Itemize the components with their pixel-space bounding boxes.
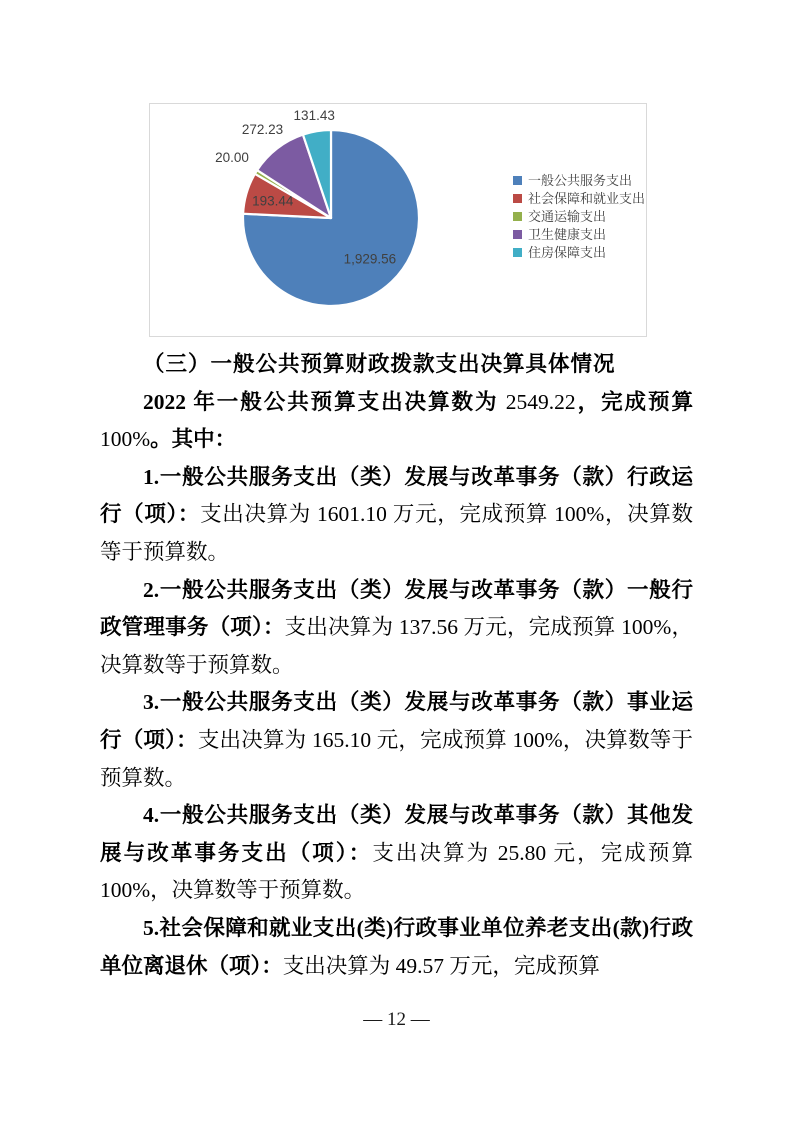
section-heading: （三）一般公共预算财政拨款支出决算具体情况	[143, 352, 616, 376]
paragraph-item-3	[100, 684, 693, 797]
paragraph-lead: 1.一般公共服务支出（类）发展与改革事务（款）行政运行（项）：	[100, 464, 693, 527]
legend-swatch-icon	[513, 212, 522, 221]
legend-label: 卫生健康支出	[528, 227, 607, 242]
paragraph-lead: 4.一般公共服务支出（类）发展与改革事务（款）其他发展与改革事务支出（项）：	[100, 803, 693, 865]
legend-item	[513, 246, 645, 259]
paragraph-text: 支出决算为 165.10 元，完成预算 100%，决算数等于预算数。	[100, 727, 693, 790]
page-number: — 12 —	[363, 1009, 430, 1030]
paragraph-item-4	[100, 797, 693, 910]
paragraph-item-2	[100, 572, 693, 685]
legend-label: 社会保障和就业支出	[528, 191, 646, 206]
intro-value: 2549.22	[505, 389, 576, 414]
legend-label: 交通运输支出	[528, 209, 607, 224]
pie-slice-label: 272.23	[241, 122, 284, 138]
pie-slice-label: 20.00	[215, 149, 249, 165]
document-body	[100, 346, 693, 985]
legend-item	[513, 174, 645, 187]
paragraph-lead: 3.一般公共服务支出（类）发展与改革事务（款）事业运行（项）：	[100, 690, 693, 752]
legend-swatch-icon	[513, 176, 522, 185]
paragraph-item-1	[100, 459, 693, 572]
intro-paragraph	[100, 384, 693, 459]
intro-text: 2022 年一般公共预算支出决算数为	[143, 389, 506, 414]
legend-item	[513, 192, 645, 205]
paragraph-text: 支出决算为 1601.10 万元，完成预算 100%，决算数等于预算数。	[100, 502, 693, 564]
legend-swatch-icon	[513, 194, 522, 203]
paragraph-text: 支出决算为 137.56 万元，完成预算 100%，决算数等于预算数。	[100, 615, 693, 677]
pie-chart-container	[149, 103, 647, 337]
pie-slice-label: 193.44	[252, 193, 294, 209]
paragraph-lead: 5.社会保障和就业支出(类)行政事业单位养老支出(款)行政单位离退休（项）：	[100, 915, 693, 978]
chart-legend	[513, 174, 645, 259]
intro-text: 。其中：	[150, 427, 237, 452]
paragraph-text: 支出决算为 49.57 万元，完成预算	[282, 953, 600, 978]
legend-swatch-icon	[513, 248, 522, 257]
intro-text: ，完成预算	[575, 389, 693, 414]
pie-slice-label: 1,929.56	[343, 251, 397, 267]
legend-label: 住房保障支出	[528, 245, 607, 260]
legend-item	[513, 210, 645, 223]
intro-value: 100%	[100, 427, 151, 452]
legend-swatch-icon	[513, 230, 522, 239]
pie-slice-label: 131.43	[293, 108, 335, 123]
legend-label: 一般公共服务支出	[528, 173, 633, 188]
paragraph-item-5	[100, 910, 693, 985]
paragraph-text: 支出决算为 25.80 元，完成预算 100%，决算数等于预算数。	[100, 840, 693, 903]
paragraph-lead: 2.一般公共服务支出（类）发展与改革事务（款）一般行政管理事务（项）：	[100, 577, 693, 640]
legend-item	[513, 228, 645, 241]
